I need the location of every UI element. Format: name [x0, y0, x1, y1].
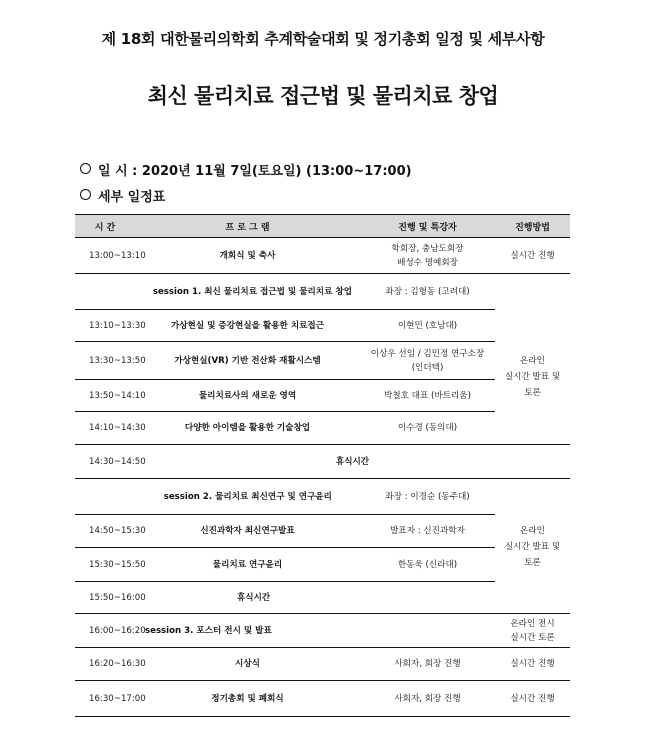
table-row — [75, 681, 570, 717]
circle-bullet-icon — [80, 163, 91, 174]
speaker-cell: 발표자 : 신진과학자 — [360, 515, 495, 548]
break-cell: 휴식시간 — [135, 445, 570, 479]
speaker-cell: 이상우 선임 / 김민정 연구소장 (인더텍) — [360, 342, 495, 380]
method-cell-merged: 온라인 실시간 발표 및 토론 — [495, 310, 570, 445]
chair-cell: 좌장 : 이경순 (동주대) — [360, 479, 495, 515]
method-cell: 실시간 진행 — [495, 238, 570, 274]
speaker-cell: 학회장, 충남도회장 배성수 명예회장 — [360, 238, 495, 274]
program-cell: 물리치료 연구윤리 — [135, 548, 360, 582]
table-header-row — [75, 215, 570, 238]
time-cell: 16:00~16:20 — [75, 614, 135, 648]
date-text: 일 시 : 2020년 11월 7일(토요일) (13:00~17:00) — [98, 164, 412, 179]
program-cell: 가상현실 및 증강현실을 활용한 치료접근 — [135, 310, 360, 342]
program-cell: 개회식 및 축사 — [135, 238, 360, 274]
time-cell: 16:20~16:30 — [75, 648, 135, 681]
time-cell: 14:30~14:50 — [75, 445, 135, 479]
time-cell: 16:30~17:00 — [75, 681, 135, 717]
time-cell: 14:10~14:30 — [75, 412, 135, 445]
method-cell-empty — [495, 479, 570, 515]
table-row — [75, 445, 570, 479]
break-cell: 휴식시간 — [135, 582, 495, 614]
speaker-cell: 이수경 (동의대) — [360, 412, 495, 445]
program-cell: 신진과학자 최신연구발표 — [135, 515, 360, 548]
chair-cell: 좌장 : 김형동 (고려대) — [360, 274, 495, 310]
speaker-cell: 사회자, 회장 진행 — [360, 681, 495, 717]
time-cell: 15:50~16:00 — [75, 582, 135, 614]
speaker-cell: 이현민 (호남대) — [360, 310, 495, 342]
table-row — [75, 614, 570, 648]
time-cell: 15:30~15:50 — [75, 548, 135, 582]
table-row — [75, 515, 570, 548]
session-cell: session 1. 최신 물리치료 접근법 및 물리치료 창업 — [75, 274, 360, 310]
time-cell: 14:50~15:30 — [75, 515, 135, 548]
col-header-speaker: 진행 및 특강자 — [360, 215, 495, 238]
time-cell: 13:00~13:10 — [75, 238, 135, 274]
method-cell: 실시간 진행 — [495, 648, 570, 681]
program-cell: 가상현실(VR) 기반 전산화 재활시스템 — [135, 342, 360, 380]
program-cell: 다양한 아이템을 활용한 기술창업 — [135, 412, 360, 445]
session-cell: session 2. 물리치료 최신연구 및 연구윤리 — [75, 479, 360, 515]
speaker-cell: 박철호 대표 (바트리움) — [360, 380, 495, 412]
time-cell: 13:50~14:10 — [75, 380, 135, 412]
session-row — [75, 274, 570, 310]
col-header-method: 진행방법 — [495, 215, 570, 238]
session-row — [75, 479, 570, 515]
method-cell-merged: 온라인 실시간 발표 및 토론 — [495, 515, 570, 614]
session-cell: session 3. 포스터 전시 및 발표 — [135, 614, 495, 648]
circle-bullet-icon — [80, 189, 91, 200]
table-row — [75, 648, 570, 681]
speaker-cell: 한동욱 (신라대) — [360, 548, 495, 582]
speaker-cell: 사회자, 회장 진행 — [360, 648, 495, 681]
method-cell: 실시간 진행 — [495, 681, 570, 717]
document-subtitle: 최신 물리치료 접근법 및 물리치료 창업 — [147, 84, 499, 108]
schedule-heading — [80, 186, 165, 205]
table-row — [75, 238, 570, 274]
table-row — [75, 310, 570, 342]
program-cell: 정기총회 및 폐회식 — [135, 681, 360, 717]
time-cell: 13:10~13:30 — [75, 310, 135, 342]
date-line — [80, 160, 412, 179]
col-header-program: 프 로 그 램 — [135, 215, 360, 238]
program-cell: 물리치료사의 새로운 영역 — [135, 380, 360, 412]
schedule-heading-text: 세부 일정표 — [98, 190, 166, 205]
time-cell: 13:30~13:50 — [75, 342, 135, 380]
method-cell: 온라인 전시 실시간 토론 — [495, 614, 570, 648]
document-title: 제 18회 대한물리의학회 추계학술대회 및 정기총회 일정 및 세부사항 — [101, 30, 545, 48]
method-cell-empty — [495, 274, 570, 310]
col-header-time: 시 간 — [75, 215, 135, 238]
schedule-table — [75, 214, 570, 717]
program-cell: 시상식 — [135, 648, 360, 681]
